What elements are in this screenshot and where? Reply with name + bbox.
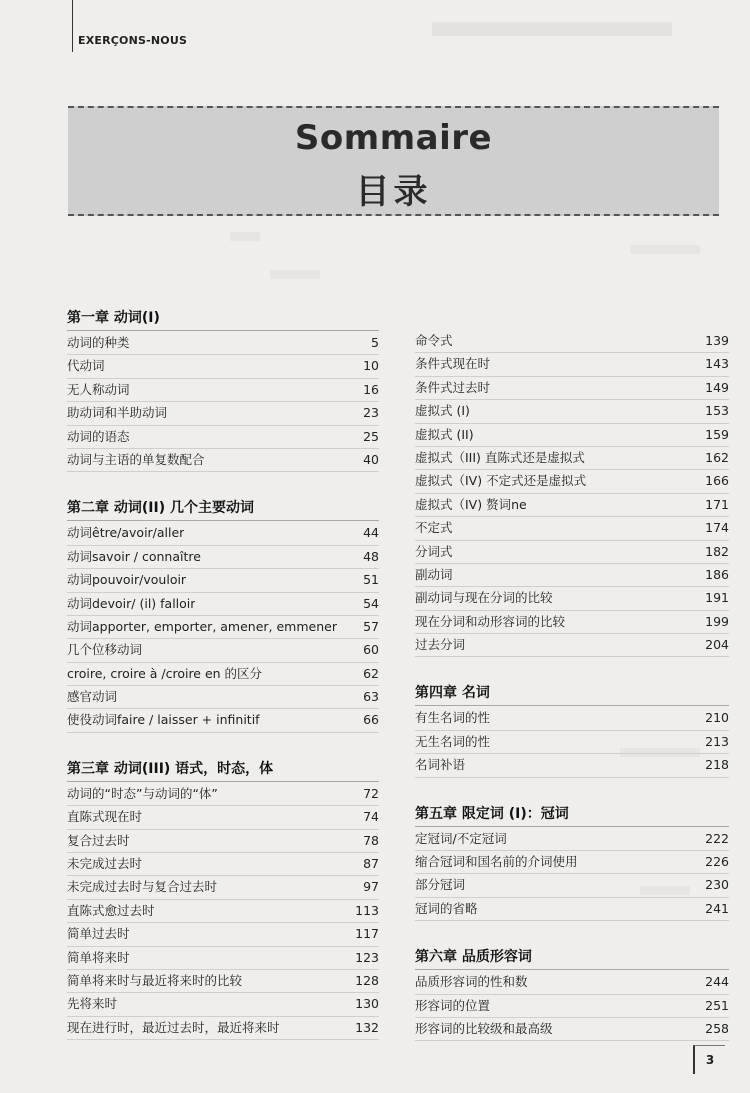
toc-entry[interactable] [415, 995, 729, 1018]
toc-entry[interactable] [415, 898, 729, 921]
toc-entry[interactable] [67, 355, 379, 378]
toc-entry-page: 244 [705, 974, 729, 990]
toc-entry-label: 直陈式愈过去时 [67, 902, 155, 918]
toc-entry-page: 63 [363, 689, 379, 705]
toc-entry[interactable] [415, 754, 729, 777]
chapter-title: 第六章 品质形容词 [415, 945, 729, 970]
toc-entry[interactable] [67, 709, 379, 732]
toc-entry[interactable] [67, 332, 379, 355]
toc-entry-page: 62 [363, 665, 379, 681]
toc-entry[interactable] [415, 828, 729, 851]
toc-entry-label: 过去分词 [415, 637, 466, 653]
toc-entry[interactable] [67, 947, 379, 970]
toc-entry-label: 条件式过去时 [415, 379, 491, 395]
toc-entry-label: 命令式 [415, 333, 453, 348]
toc-entry[interactable] [67, 379, 379, 402]
bleed-through [432, 22, 672, 36]
toc-entry-label: 几个位移动词 [67, 642, 143, 658]
toc-entry[interactable] [67, 830, 379, 853]
toc-entry-page: 123 [355, 949, 379, 965]
toc-entry-label: 代动词 [67, 358, 105, 374]
toc-entry[interactable] [415, 587, 729, 610]
toc-entry-page: 128 [355, 972, 379, 988]
chapter-title: 第一章 动词(I) [67, 306, 379, 331]
toc-entry[interactable] [415, 731, 729, 754]
toc-entry-page: 113 [355, 902, 379, 918]
toc-right-column [415, 330, 729, 1041]
toc-entry-page: 5 [371, 335, 379, 350]
page-edge-line [72, 0, 73, 52]
toc-entry-label: 动词apporter, emporter, amener, emmener [67, 618, 337, 634]
toc-entry-label: 简单将来时 [67, 949, 130, 965]
chapter-title: 第三章 动词(III) 语式，时态，体 [67, 757, 379, 782]
toc-entry-label: 动词savoir / connaître [67, 548, 201, 564]
toc-entry-page: 10 [363, 358, 379, 374]
toc-entry-page: 171 [705, 496, 729, 512]
toc-entry-page: 74 [363, 809, 379, 825]
toc-entry-page: 25 [363, 428, 379, 444]
toc-entry[interactable] [67, 449, 379, 472]
title-banner [68, 106, 719, 216]
toc-entry-page: 139 [705, 333, 729, 348]
toc-entry-label: 部分冠词 [415, 877, 466, 893]
page-number: 3 [693, 1045, 725, 1074]
toc-entry-page: 149 [705, 379, 729, 395]
toc-entry-label: 无人称动词 [67, 381, 130, 397]
toc-entry-label: 副动词与现在分词的比较 [415, 590, 553, 606]
toc-entry-page: 251 [705, 997, 729, 1013]
toc-entry-page: 174 [705, 520, 729, 536]
toc-entry[interactable] [415, 424, 729, 447]
toc-entry[interactable] [415, 971, 729, 994]
toc-entry[interactable] [67, 923, 379, 946]
toc-entry-label: 感官动词 [67, 689, 118, 705]
toc-entry-label: 有生名词的性 [415, 710, 491, 726]
toc-entry-label: 现在进行时，最近过去时，最近将来时 [67, 1019, 280, 1035]
toc-entry-label: 虚拟式 (I) [415, 403, 470, 419]
toc-entry-label: 动词pouvoir/vouloir [67, 572, 187, 588]
toc-entry-label: 未完成过去时与复合过去时 [67, 879, 218, 895]
toc-entry-page: 191 [705, 590, 729, 606]
toc-entry-page: 182 [705, 543, 729, 559]
toc-entry[interactable] [67, 993, 379, 1016]
toc-entry-page: 16 [363, 381, 379, 397]
toc-entry[interactable] [415, 564, 729, 587]
toc-entry-page: 57 [363, 618, 379, 634]
toc-entry[interactable] [415, 400, 729, 423]
chapter-gap [415, 778, 729, 802]
toc-entry-label: 简单将来时与最近将来时的比较 [67, 972, 243, 988]
toc-entry-page: 66 [363, 712, 379, 728]
chapter-gap [67, 733, 379, 757]
toc-entry-label: 虚拟式（IV) 赘词ne [415, 496, 527, 512]
toc-entry-page: 60 [363, 642, 379, 658]
toc-entry[interactable] [415, 634, 729, 657]
toc-entry-page: 78 [363, 832, 379, 848]
toc-entry[interactable] [67, 546, 379, 569]
toc-entry[interactable] [67, 663, 379, 686]
toc-entry-page: 218 [705, 757, 729, 773]
toc-entry-page: 162 [705, 449, 729, 465]
toc-entry-page: 130 [355, 996, 379, 1012]
toc-entry[interactable] [415, 470, 729, 493]
toc-entry-page: 97 [363, 879, 379, 895]
toc-entry-label: 名词补语 [415, 757, 466, 773]
toc-entry[interactable] [67, 853, 379, 876]
toc-entry[interactable] [415, 447, 729, 470]
chapter-title: 第二章 动词(II) 几个主要动词 [67, 496, 379, 521]
chapter-gap [415, 921, 729, 945]
toc-entry-page: 132 [355, 1019, 379, 1035]
toc-entry[interactable] [67, 593, 379, 616]
toc-entry-label: 未完成过去时 [67, 856, 143, 872]
toc-entry-label: 简单过去时 [67, 926, 130, 942]
toc-entry-label: 无生名词的性 [415, 733, 491, 749]
toc-entry[interactable] [67, 783, 379, 806]
toc-entry-label: 动词devoir/ (il) falloir [67, 595, 196, 611]
toc-entry-label: 先将来时 [67, 996, 118, 1012]
toc-entry-page: 204 [705, 637, 729, 653]
toc-entry-label: 虚拟式（III) 直陈式还是虚拟式 [415, 449, 585, 465]
toc-entry[interactable] [67, 806, 379, 829]
toc-entry-label: 定冠词/不定冠词 [415, 830, 507, 846]
toc-entry-label: 形容词的比较级和最高级 [415, 1020, 553, 1036]
toc-entry-page: 166 [705, 473, 729, 489]
toc-entry-label: 动词的种类 [67, 335, 130, 350]
toc-entry-page: 51 [363, 572, 379, 588]
toc-entry-label: 副动词 [415, 566, 453, 582]
toc-entry[interactable] [67, 1017, 379, 1040]
toc-entry-label: 复合过去时 [67, 832, 130, 848]
toc-entry-page: 213 [705, 733, 729, 749]
chapter-title: 第四章 名词 [415, 681, 729, 706]
toc-entry-page: 143 [705, 356, 729, 372]
toc-entry[interactable] [67, 970, 379, 993]
toc-entry-label: 虚拟式（IV) 不定式还是虚拟式 [415, 473, 587, 489]
toc-entry[interactable] [415, 541, 729, 564]
toc-entry[interactable] [67, 426, 379, 449]
toc-entry-page: 241 [705, 900, 729, 916]
toc-entry-label: 分词式 [415, 543, 453, 559]
toc-entry-label: 形容词的位置 [415, 997, 491, 1013]
toc-entry[interactable] [67, 639, 379, 662]
toc-entry-page: 54 [363, 595, 379, 611]
toc-entry-page: 48 [363, 548, 379, 564]
toc-entry[interactable] [415, 330, 729, 353]
toc-entry-page: 23 [363, 405, 379, 421]
toc-entry-page: 153 [705, 403, 729, 419]
bleed-through [230, 232, 260, 241]
toc-entry[interactable] [67, 616, 379, 639]
toc-entry-page: 159 [705, 426, 729, 442]
chapter-title: 第五章 限定词 (I)：冠词 [415, 802, 729, 827]
toc-entry[interactable] [415, 1018, 729, 1041]
toc-entry[interactable] [415, 851, 729, 874]
toc-entry-label: 动词与主语的单复数配合 [67, 451, 205, 467]
toc-left-column [67, 306, 379, 1040]
toc-entry[interactable] [67, 686, 379, 709]
toc-entry-label: 动词的“时态”与动词的“体” [67, 785, 218, 801]
running-header: EXERÇONS-NOUS [78, 34, 188, 47]
toc-entry[interactable] [67, 569, 379, 592]
toc-entry[interactable] [415, 611, 729, 634]
toc-entry-label: 缩合冠词和国名前的介词使用 [415, 854, 578, 870]
toc-entry-label: 直陈式现在时 [67, 809, 143, 825]
toc-entry-label: 条件式现在时 [415, 356, 491, 372]
bleed-through [630, 245, 700, 254]
toc-entry-page: 199 [705, 613, 729, 629]
toc-entry-page: 87 [363, 856, 379, 872]
toc-entry-label: 使役动词faire / laisser + infinitif [67, 712, 260, 728]
toc-entry-label: 虚拟式 (II) [415, 426, 474, 442]
toc-entry-page: 222 [705, 830, 729, 846]
toc-entry-label: 品质形容词的性和数 [415, 974, 528, 990]
toc-entry[interactable] [67, 876, 379, 899]
toc-entry[interactable] [415, 707, 729, 730]
toc-entry-page: 258 [705, 1020, 729, 1036]
toc-entry[interactable] [415, 353, 729, 376]
toc-entry-label: 不定式 [415, 520, 453, 536]
toc-entry-page: 210 [705, 710, 729, 726]
toc-entry[interactable] [415, 494, 729, 517]
toc-entry-label: 动词être/avoir/aller [67, 525, 185, 541]
toc-entry-page: 72 [363, 785, 379, 801]
page-title-zh: 目录 [355, 172, 432, 212]
chapter-gap [415, 657, 729, 681]
toc-entry-page: 230 [705, 877, 729, 893]
toc-entry-page: 117 [355, 926, 379, 942]
toc-entry[interactable] [415, 377, 729, 400]
toc-entry[interactable] [67, 522, 379, 545]
page-title-fr: Sommaire [294, 118, 493, 158]
toc-entry[interactable] [415, 517, 729, 540]
toc-entry-page: 186 [705, 566, 729, 582]
toc-entry-label: 动词的语态 [67, 428, 130, 444]
toc-entry-label: 助动词和半助动词 [67, 405, 168, 421]
toc-entry-label: 冠词的省略 [415, 900, 478, 916]
toc-entry[interactable] [415, 874, 729, 897]
toc-entry-page: 226 [705, 854, 729, 870]
toc-entry[interactable] [67, 900, 379, 923]
chapter-gap [67, 472, 379, 496]
toc-entry-label: croire, croire à /croire en 的区分 [67, 665, 263, 681]
toc-entry-page: 40 [363, 451, 379, 467]
toc-entry[interactable] [67, 402, 379, 425]
toc-entry-label: 现在分词和动形容词的比较 [415, 613, 566, 629]
bleed-through [270, 270, 320, 279]
toc-entry-page: 44 [363, 525, 379, 541]
